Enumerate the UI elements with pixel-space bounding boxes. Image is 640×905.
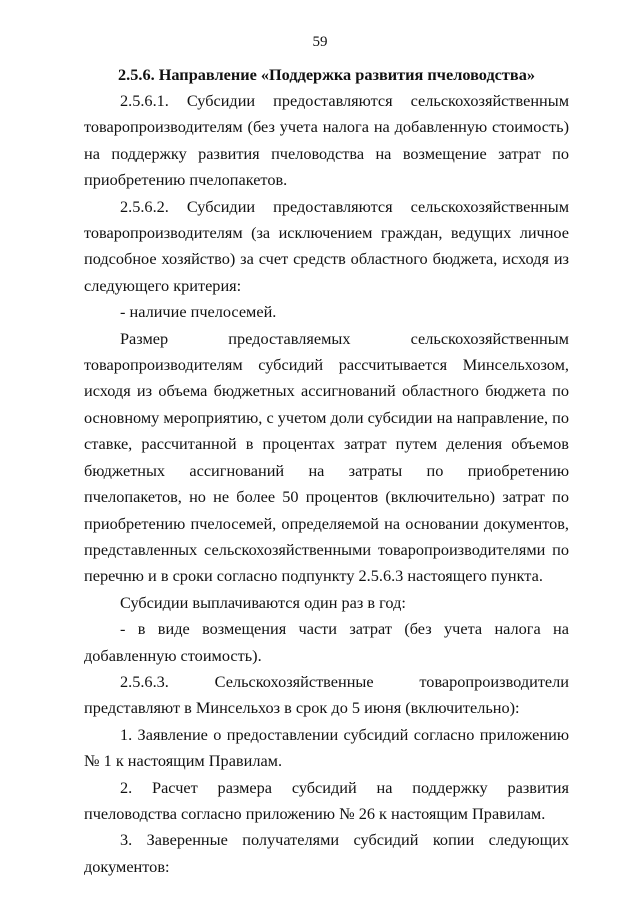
- section-body: [84, 62, 569, 880]
- criterion-item: - наличие пчелосемей.: [120, 302, 277, 322]
- paragraph-2-5-6-3: 2.5.6.3. Сельскохозяйственные товаропроизводители представляют в Минсельхоз в срок до 5 июня (включительно):: [84, 671, 569, 718]
- payment-form-item: - в виде возмещения части затрат (без учета налога на добавленную стоимость).: [84, 619, 569, 665]
- paragraph-2-5-6-1: 2.5.6.1. Субсидии предоставляются сельскохозяйственным товаропроизводителям (без учета налога на добавленную стоимость) на поддержку развития пчеловодства на возмещение затрат по приобретению пчелопакетов.: [84, 91, 569, 190]
- paragraph-payment-frequency: Субсидии выплачиваются один раз в год:: [120, 592, 406, 612]
- document-item-3: 3. Заверенные получателями субсидий копии следующих документов:: [84, 830, 569, 876]
- section-heading: 2.5.6. Направление «Поддержка развития пчеловодства»: [118, 65, 535, 84]
- page-number: 59: [312, 34, 328, 50]
- document-item-1: 1. Заявление о предоставлении субсидий согласно приложению № 1 к настоящим Правилам.: [84, 724, 569, 771]
- paragraph-subsidy-size: Размер предоставляемых сельскохозяйственным товаропроизводителям субсидий рассчитывается Минсельхозом, исходя из объема бюджетных ассигнований областного бюджета по основному мероприятию, с учетом доли субсидии на направление, по ставке, рассчитанной в процентах затрат путем деления объемов бюджетных ассигнований на затраты по приобретению пчелопакетов, но не более 50 процентов (включительно) затрат по приобретению пчелосемей, определяемой на основании документов, представленных сельскохозяйственными товаропроизводителями по перечню и в сроки согласно подпункту 2.5.6.3 настоящего пункта.: [84, 328, 569, 586]
- document-item-2: 2. Расчет размера субсидий на поддержку развития пчеловодства согласно приложению № 26 к настоящим Правилам.: [84, 777, 569, 823]
- paragraph-2-5-6-2: 2.5.6.2. Субсидии предоставляются сельскохозяйственным товаропроизводителям (за исключением граждан, ведущих личное подсобное хозяйство) за счет средств областного бюджета, исходя из следующего критерия:: [84, 196, 569, 295]
